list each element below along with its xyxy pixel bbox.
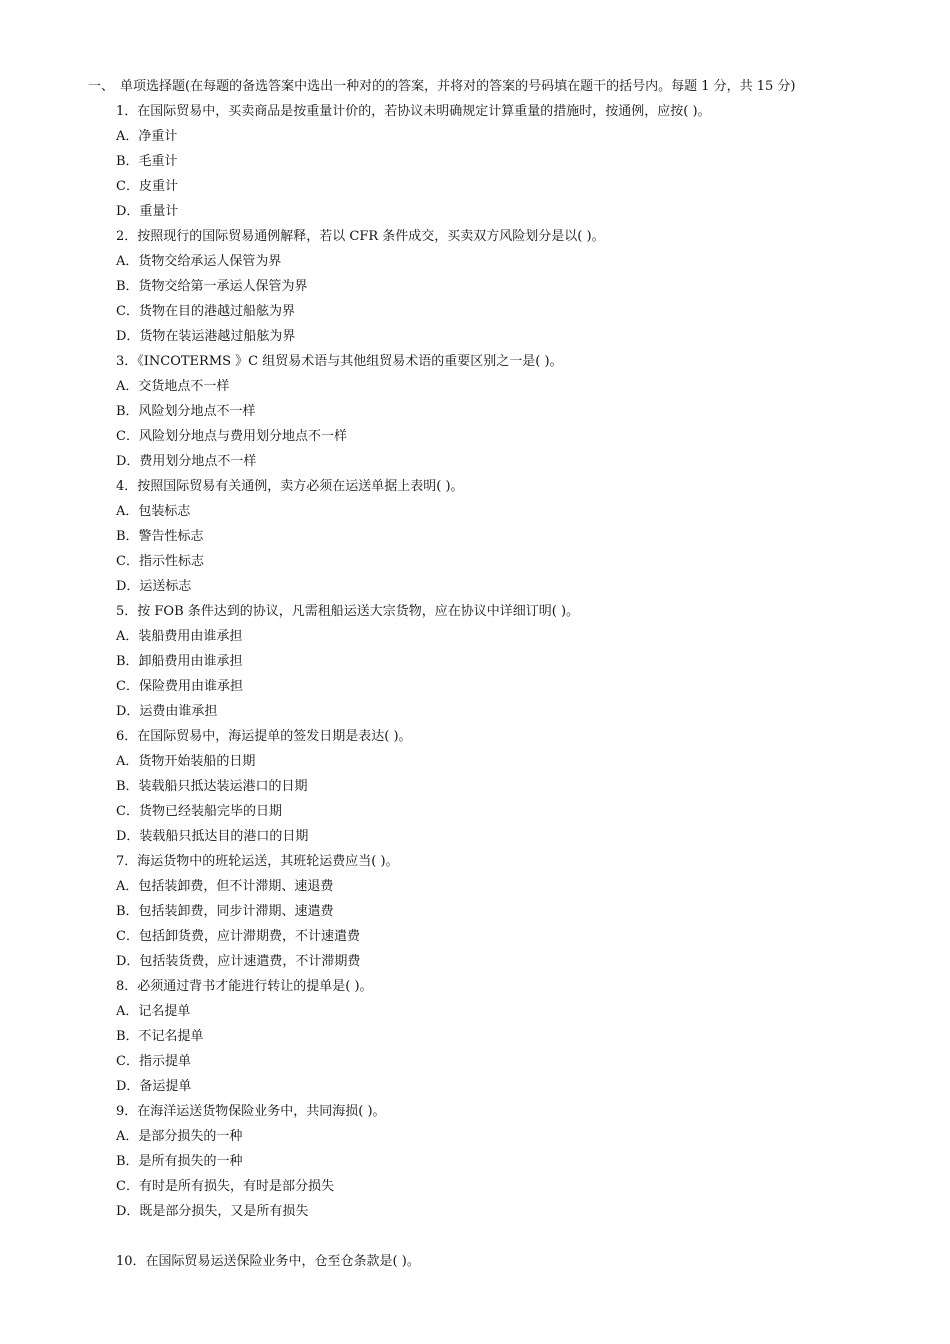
answer-option: D．运费由谁承担 [116,704,218,719]
answer-option: C．包括卸货费，应计滞期费，不计速遣费 [116,929,360,944]
answer-option: B．警告性标志 [116,529,204,544]
answer-option: B．毛重计 [116,154,178,169]
answer-option: A．是部分损失的一种 [116,1129,243,1144]
answer-option: A．记名提单 [116,1004,191,1019]
answer-option: C．指示性标志 [116,554,204,569]
answer-option: A．货物交给承运人保管为界 [116,254,282,269]
answer-option: D．备运提单 [116,1079,192,1094]
question-stem: 10．在国际贸易运送保险业务中，仓至仓条款是( )。 [116,1254,420,1269]
question-stem: 7．海运货物中的班轮运送，其班轮运费应当( )。 [116,854,399,869]
answer-option: D．货物在装运港越过船舷为界 [116,329,296,344]
answer-option: C．风险划分地点与费用划分地点不一样 [116,429,347,444]
question-stem: 2．按照现行的国际贸易通例解释，若以 CFR 条件成交，买卖双方风险划分是以( )。 [116,229,605,244]
question-stem: 3．《INCOTERMS 》C 组贸易术语与其他组贸易术语的重要区别之一是( )。 [116,354,563,369]
answer-option: B．不记名提单 [116,1029,204,1044]
question-stem: 4．按照国际贸易有关通例，卖方必须在运送单据上表明( )。 [116,479,464,494]
section-title: 单项选择题(在每题的备选答案中选出一种对的的答案，并将对的答案的号码填在题干的括号内。每题 1 分，共 15 分) [120,79,796,94]
question-stem: 1．在国际贸易中，买卖商品是按重量计价的，若协议未明确规定计算重量的措施时，按通例，应按( )。 [116,104,711,119]
answer-option: B．包括装卸费，同步计滞期、速遣费 [116,904,334,919]
question-stem: 9．在海洋运送货物保险业务中，共同海损( )。 [116,1104,386,1119]
answer-option: C．货物已经装船完毕的日期 [116,804,282,819]
answer-option: C．保险费用由谁承担 [116,679,243,694]
answer-option: B．卸船费用由谁承担 [116,654,243,669]
blank-line [116,1228,916,1253]
answer-option: D．重量计 [116,204,179,219]
section-number: 一、 [88,79,115,94]
answer-option: B．装载船只抵达装运港口的日期 [116,779,308,794]
answer-option: A．交货地点不一样 [116,379,230,394]
answer-option: D．既是部分损失，又是所有损失 [116,1204,309,1219]
question-list [116,103,916,1278]
answer-option: B．货物交给第一承运人保管为界 [116,279,308,294]
answer-option: B．风险划分地点不一样 [116,404,256,419]
answer-option: A．净重计 [116,129,178,144]
answer-option: C．货物在目的港越过船舷为界 [116,304,295,319]
answer-option: D．费用划分地点不一样 [116,454,257,469]
answer-option: B．是所有损失的一种 [116,1154,243,1169]
answer-option: C．指示提单 [116,1054,191,1069]
question-stem: 5．按 FOB 条件达到的协议，凡需租船运送大宗货物，应在协议中详细订明( )。 [116,604,580,619]
answer-option: C．皮重计 [116,179,178,194]
answer-option: A．包装标志 [116,504,191,519]
answer-option: A．货物开始装船的日期 [116,754,256,769]
answer-option: A．包括装卸费，但不计滞期、速退费 [116,879,334,894]
answer-option: D．运送标志 [116,579,192,594]
question-stem: 6．在国际贸易中，海运提单的签发日期是表达( )。 [116,729,412,744]
section-heading [88,78,796,96]
answer-option: D．装载船只抵达目的港口的日期 [116,829,309,844]
answer-option: C．有时是所有损失，有时是部分损失 [116,1179,334,1194]
answer-option: D．包括装货费，应计速遣费，不计滞期费 [116,954,361,969]
answer-option: A．装船费用由谁承担 [116,629,243,644]
question-stem: 8．必须通过背书才能进行转让的提单是( )。 [116,979,373,994]
